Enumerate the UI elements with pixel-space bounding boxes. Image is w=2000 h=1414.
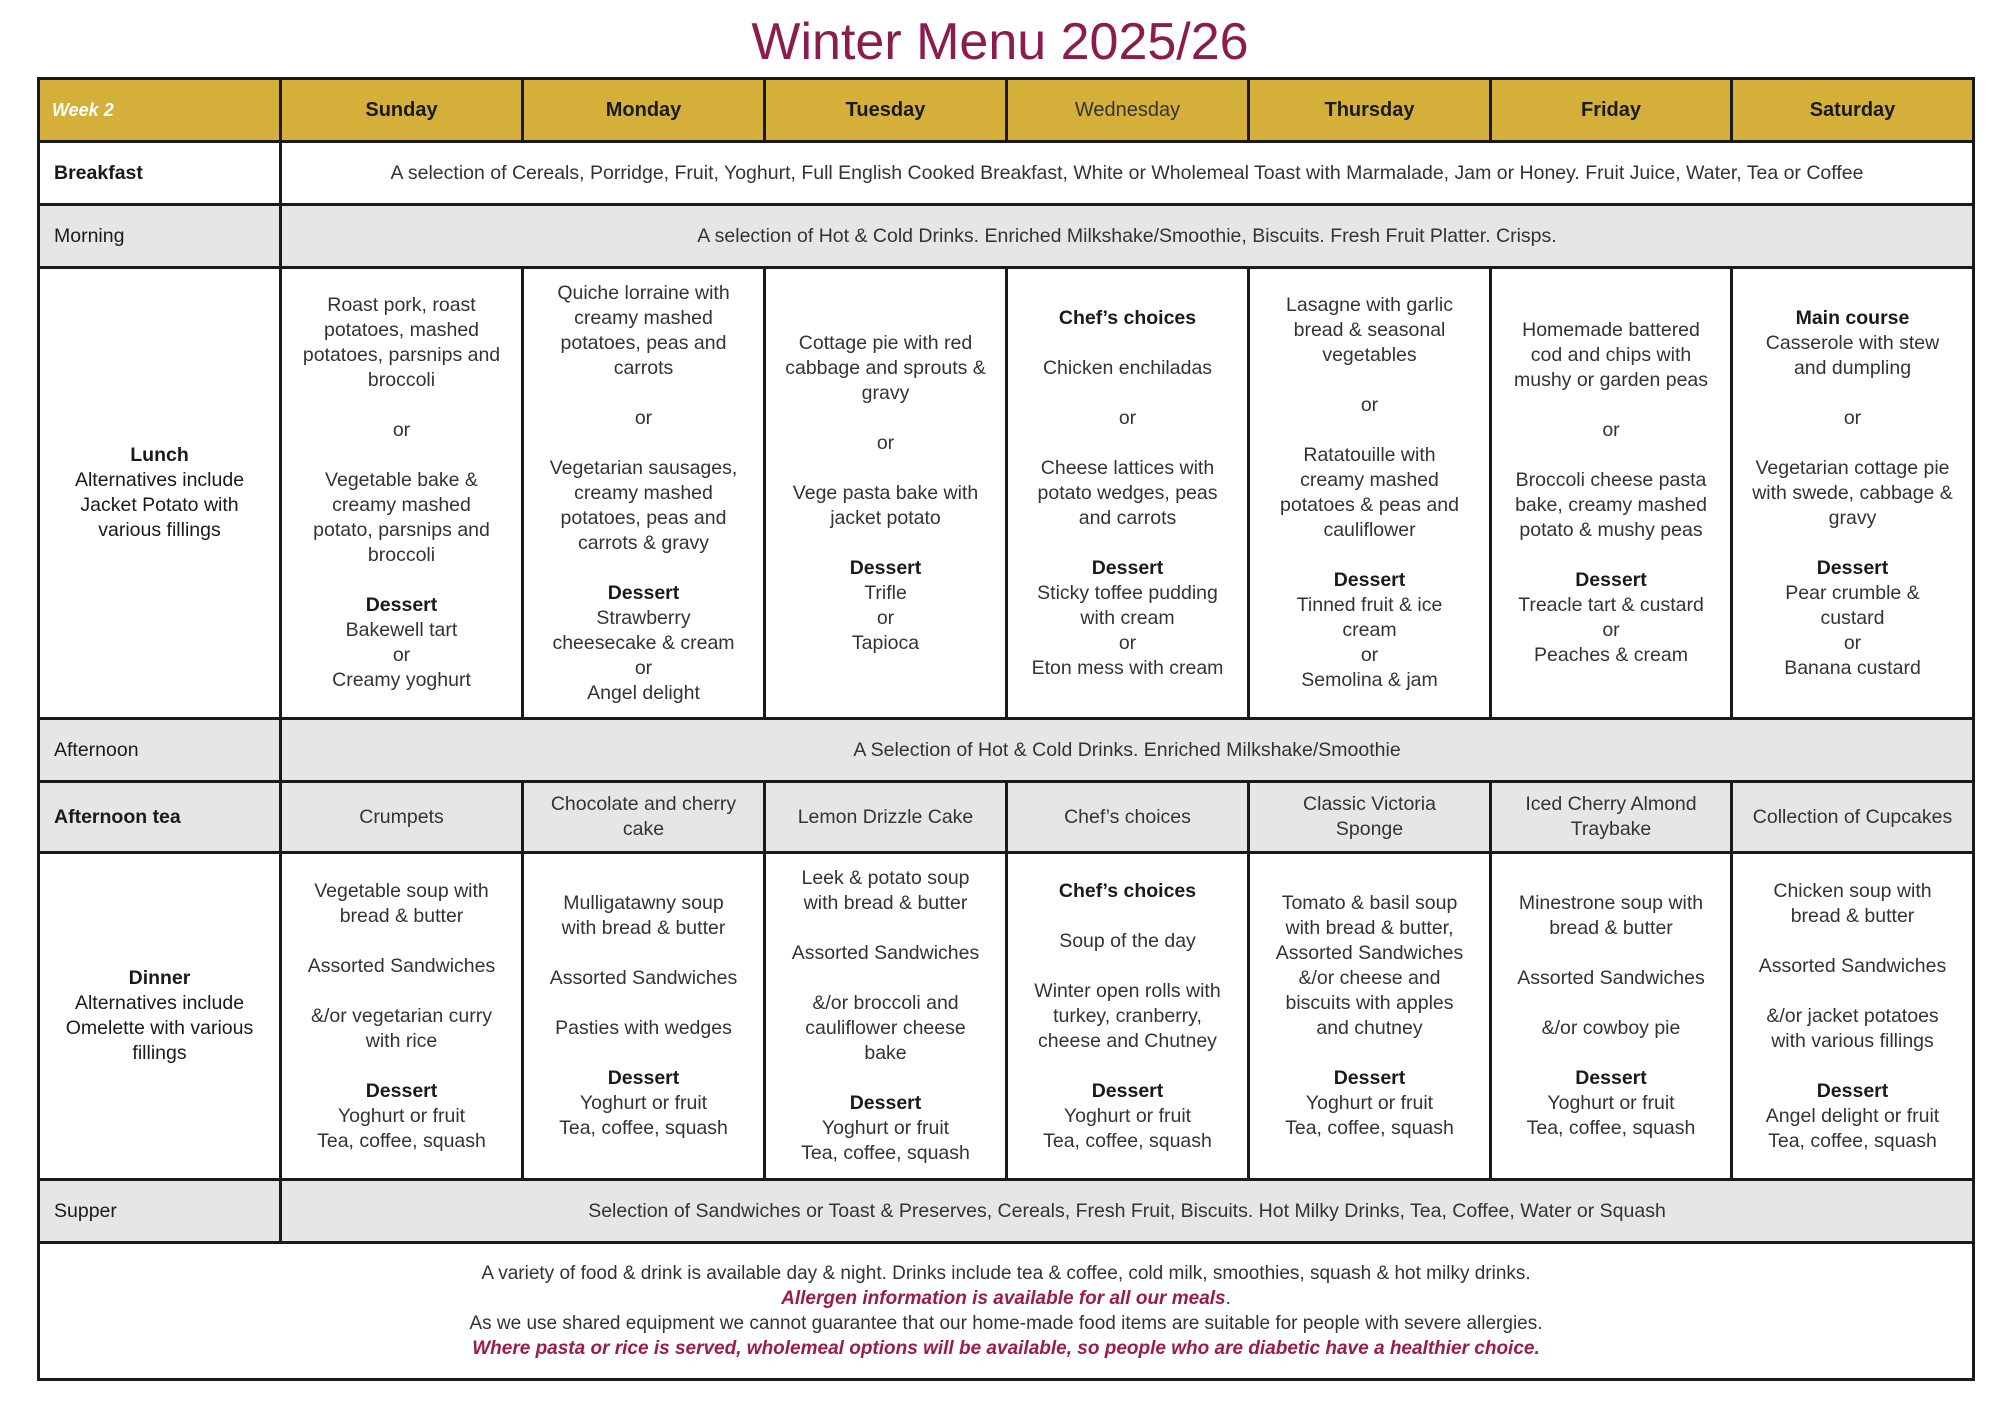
lunch-or: or <box>1602 419 1620 441</box>
dinner-dessert-line: Yoghurt or fruit <box>1547 1092 1675 1114</box>
dinner-dessert-line: Tea, coffee, squash <box>317 1129 486 1152</box>
lunch-main-line: bread & seasonal <box>1293 319 1446 341</box>
lunch-main-line: Roast pork, roast <box>327 294 476 316</box>
allergen-line <box>48 1286 1964 1311</box>
lunch-cell-wednesday <box>1007 268 1249 719</box>
dinner-extra-line: &/or jacket potatoes <box>1766 1004 1939 1027</box>
tea-cell-wednesday <box>1007 782 1249 853</box>
lunch-alt-line: with swede, cabbage & <box>1752 481 1953 504</box>
lunch-alt-line: creamy mashed <box>1300 469 1439 491</box>
dinner-soup-line: Assorted Sandwiches <box>1275 942 1464 964</box>
lunch-dessert-line: or <box>876 606 895 629</box>
lunch-dessert-line: Eton mess with cream <box>1031 656 1224 679</box>
dinner-dessert-label: Dessert <box>1333 1067 1406 1089</box>
lunch-or: or <box>634 406 653 429</box>
lunch-dessert-line: Banana custard <box>1784 656 1921 679</box>
day-header-thursday: Thursday <box>1249 79 1491 142</box>
tea-item-line: Iced Cherry Almond <box>1525 793 1697 815</box>
lunch-dessert-line: Tapioca <box>851 631 920 654</box>
lunch-dessert-line: or <box>634 656 653 679</box>
lunch-alt-line: carrots & gravy <box>577 531 710 554</box>
tea-item-line: Traybake <box>1570 818 1652 840</box>
lunch-dessert-line: Angel delight <box>587 681 700 704</box>
lunch-label-line: Alternatives include <box>74 469 245 491</box>
dinner-dessert-line: Yoghurt or fruit <box>579 1092 708 1114</box>
dinner-soup-line: Tomato & basil soup <box>1281 892 1458 914</box>
dinner-dessert-line: Tea, coffee, squash <box>1043 1129 1212 1152</box>
lunch-dessert-line: or <box>392 644 411 666</box>
lunch-cell-friday <box>1491 268 1732 719</box>
lunch-alt-line: potato, parsnips and <box>313 519 490 541</box>
tea-cell-friday <box>1491 782 1732 853</box>
lunch-alt-line: potatoes, peas and <box>560 506 727 529</box>
lunch-dessert-line: or <box>1360 644 1379 666</box>
lunch-alt-line: broccoli <box>367 544 436 566</box>
dinner-soup-line: with bread & butter <box>561 917 726 939</box>
tea-item-line: Chocolate and cherry <box>550 793 737 815</box>
dinner-dessert-line: Angel delight or fruit <box>1765 1104 1940 1127</box>
dinner-dessert-line: Tea, coffee, squash <box>801 1142 970 1164</box>
lunch-dessert-line: custard <box>1820 606 1885 629</box>
lunch-cell-saturday <box>1732 268 1974 719</box>
morning-label: Morning <box>39 205 281 268</box>
lunch-alt-line: Vegetable bake & <box>325 469 478 491</box>
lunch-alt-line: Vegetarian sausages, <box>549 456 738 479</box>
lunch-main-line: Homemade battered <box>1522 319 1700 341</box>
lunch-alt-line: and carrots <box>1078 506 1177 529</box>
lunch-dessert-label: Dessert <box>1333 569 1406 591</box>
dinner-extra-line: turkey, cranberry, <box>1053 1004 1202 1027</box>
day-header-wednesday: Wednesday <box>1007 79 1249 142</box>
dinner-sandwiches: Assorted Sandwiches <box>549 967 738 989</box>
lunch-dessert-line: cream <box>1342 619 1397 641</box>
dinner-extra-line: &/or broccoli and <box>812 992 959 1014</box>
dinner-dessert-label: Dessert <box>1575 1067 1647 1089</box>
supper-row <box>39 1180 1974 1243</box>
lunch-alt-line: Ratatouille with <box>1303 444 1436 466</box>
dinner-extra-line: cheese and Chutney <box>1038 1029 1217 1052</box>
lunch-alt-line: potatoes & peas and <box>1280 494 1459 516</box>
tea-cell-tuesday <box>765 782 1007 853</box>
dinner-cell-friday <box>1491 853 1732 1180</box>
dinner-soup-line: bread & butter <box>1790 904 1915 927</box>
lunch-alt-line: gravy <box>1828 506 1877 529</box>
lunch-heading: Main course <box>1795 306 1910 329</box>
lunch-alt-line: Vegetarian cottage pie <box>1755 456 1950 479</box>
lunch-main-line: potatoes, mashed <box>323 319 480 341</box>
lunch-main-line: broccoli <box>367 369 436 391</box>
day-header-sunday: Sunday <box>281 79 523 142</box>
dinner-soup-line: Leek & potato soup <box>801 867 970 889</box>
dinner-soup-line: biscuits with apples <box>1285 992 1454 1014</box>
afternoon-row <box>39 719 1974 782</box>
week-label: Week 2 <box>39 79 281 142</box>
tea-item-line: cake <box>622 818 665 840</box>
lunch-or: or <box>876 431 895 454</box>
allergen-period: . <box>1225 1288 1231 1309</box>
lunch-dessert-line: Creamy yoghurt <box>332 669 471 691</box>
lunch-dessert-line: Strawberry <box>596 606 691 629</box>
dinner-label-line: Alternatives include <box>74 992 245 1014</box>
lunch-alt-line: potato wedges, peas <box>1037 481 1218 504</box>
day-header-tuesday: Tuesday <box>765 79 1007 142</box>
lunch-main-line: carrots <box>613 356 674 379</box>
lunch-alt-line: Cheese lattices with <box>1040 456 1215 479</box>
dinner-soup-line: and chutney <box>1316 1017 1423 1039</box>
lunch-alt-line: creamy mashed <box>574 481 713 504</box>
lunch-or: or <box>1360 394 1379 416</box>
tea-item-line: Chef’s choices <box>1064 805 1191 828</box>
dinner-soup-line: Minestrone soup with <box>1518 892 1704 914</box>
lunch-main-line: vegetables <box>1322 344 1417 366</box>
lunch-dessert-label: Dessert <box>1091 556 1164 579</box>
lunch-main-line: Lasagne with garlic <box>1286 294 1453 316</box>
dinner-extra-line: Winter open rolls with <box>1034 979 1221 1002</box>
supper-text: Selection of Sandwiches or Toast & Preserves, Cereals, Fresh Fruit, Biscuits. Hot Milky Drinks, Tea, Coffee, Water or Squash <box>281 1180 1974 1243</box>
dinner-dessert-line: Yoghurt or fruit <box>337 1104 466 1127</box>
tea-item-line: Crumpets <box>359 805 444 828</box>
dinner-dessert-line: Tea, coffee, squash <box>559 1117 728 1139</box>
dinner-extra-line: bake <box>864 1042 907 1064</box>
dinner-sandwiches: Assorted Sandwiches <box>791 942 980 964</box>
lunch-alt-line: creamy mashed <box>332 494 471 516</box>
dinner-dessert-label: Dessert <box>365 1079 438 1102</box>
tea-cell-saturday <box>1732 782 1974 853</box>
dinner-cell-thursday <box>1249 853 1491 1180</box>
lunch-cell-monday <box>523 268 765 719</box>
lunch-main-line: cabbage and sprouts & <box>785 356 986 379</box>
dinner-soup-line: Chicken soup with <box>1773 879 1932 902</box>
tea-item-line: Lemon Drizzle Cake <box>797 805 974 828</box>
dinner-soup-line: &/or cheese and <box>1298 967 1441 989</box>
lunch-or: or <box>392 419 411 441</box>
lunch-dessert-line: cheesecake & cream <box>552 631 735 654</box>
afternoon-label: Afternoon <box>39 719 281 782</box>
lunch-heading: Chef’s choices <box>1058 306 1197 329</box>
dinner-label-title: Dinner <box>128 967 191 989</box>
lunch-main-line: Quiche lorraine with <box>557 281 730 304</box>
wholemeal-note: Where pasta or rice is served, wholemeal options will be available, so people who are diabetic have a healthier choice. <box>472 1338 1540 1359</box>
day-header-monday: Monday <box>523 79 765 142</box>
lunch-alt-line: potato & mushy peas <box>1519 519 1703 541</box>
header-row <box>39 79 1974 142</box>
lunch-dessert-line: Bakewell tart <box>345 619 458 641</box>
supper-label: Supper <box>39 1180 281 1243</box>
lunch-main-line: potatoes, peas and <box>560 331 727 354</box>
lunch-label <box>39 268 281 719</box>
dinner-dessert-line: Tea, coffee, squash <box>1768 1129 1937 1152</box>
day-header-saturday: Saturday <box>1732 79 1974 142</box>
lunch-alt-line: cauliflower <box>1323 519 1416 541</box>
page-title: Winter Menu 2025/26 <box>751 13 1249 71</box>
breakfast-row <box>39 142 1974 205</box>
dinner-label-line: fillings <box>132 1042 187 1064</box>
lunch-alt-line: jacket potato <box>830 506 941 529</box>
dinner-dessert-line: Tea, coffee, squash <box>1526 1117 1696 1139</box>
lunch-main-line: gravy <box>861 381 910 404</box>
lunch-dessert-label: Dessert <box>607 581 680 604</box>
dinner-extra-line: with rice <box>365 1029 438 1052</box>
dinner-soup-line: bread & butter <box>1549 917 1673 939</box>
lunch-cell-thursday <box>1249 268 1491 719</box>
footer-row <box>39 1243 1974 1380</box>
dinner-dessert-label: Dessert <box>1091 1079 1164 1102</box>
menu-table <box>37 77 1975 1381</box>
lunch-dessert-line: or <box>1118 631 1137 654</box>
dinner-dessert-line: Yoghurt or fruit <box>821 1117 950 1139</box>
dinner-soup-line: Vegetable soup with <box>314 879 489 902</box>
lunch-main-line: Chicken enchiladas <box>1042 356 1213 379</box>
tea-item-line: Collection of Cupcakes <box>1752 805 1953 828</box>
dinner-heading: Chef’s choices <box>1058 879 1197 902</box>
afternoon-tea-row <box>39 782 1974 853</box>
lunch-alt-line: Vege pasta bake with <box>792 481 979 504</box>
lunch-dessert-line: Peaches & cream <box>1534 644 1688 666</box>
dinner-soup-line: with bread & butter, <box>1285 917 1454 939</box>
tea-item-line: Sponge <box>1335 818 1404 840</box>
lunch-dessert-line: Semolina & jam <box>1301 669 1438 691</box>
lunch-cell-sunday <box>281 268 523 719</box>
tea-cell-monday <box>523 782 765 853</box>
dinner-dessert-label: Dessert <box>607 1067 680 1089</box>
dinner-soup-line: bread & butter <box>339 904 464 927</box>
lunch-dessert-line: Tinned fruit & ice <box>1296 594 1443 616</box>
dinner-sandwiches: Assorted Sandwiches <box>307 954 496 977</box>
dinner-cell-saturday <box>1732 853 1974 1180</box>
lunch-dessert-label: Dessert <box>1816 556 1889 579</box>
lunch-dessert-line: Treacle tart & custard <box>1518 594 1704 616</box>
dinner-sandwiches: Assorted Sandwiches <box>1517 967 1705 989</box>
lunch-main-line: Cottage pie with red <box>798 331 973 354</box>
lunch-dessert-line: with cream <box>1080 606 1175 629</box>
lunch-alt-line: Broccoli cheese pasta <box>1515 469 1707 491</box>
breakfast-text: A selection of Cereals, Porridge, Fruit, Yoghurt, Full English Cooked Breakfast, White or Wholemeal Toast with Marmalade, Jam or Honey. Fruit Juice, Water, Tea or Coffee <box>281 142 1974 205</box>
dinner-cell-sunday <box>281 853 523 1180</box>
lunch-main-line: creamy mashed <box>574 306 713 329</box>
dinner-dessert-line: Yoghurt or fruit <box>1305 1092 1434 1114</box>
tea-item-line: Classic Victoria <box>1303 793 1436 815</box>
lunch-main-line: Casserole with stew <box>1765 331 1940 354</box>
dinner-cell-wednesday <box>1007 853 1249 1180</box>
dinner-dessert-label: Dessert <box>1816 1079 1889 1102</box>
morning-row <box>39 205 1974 268</box>
day-header-friday: Friday <box>1491 79 1732 142</box>
lunch-or: or <box>1118 406 1137 429</box>
lunch-dessert-line: Trifle <box>864 581 907 604</box>
breakfast-label: Breakfast <box>39 142 281 205</box>
dinner-sandwiches: Assorted Sandwiches <box>1758 954 1947 977</box>
lunch-dessert-line: Sticky toffee pudding <box>1037 581 1218 604</box>
lunch-main-line: mushy or garden peas <box>1513 369 1709 391</box>
lunch-alt-line: bake, creamy mashed <box>1515 494 1707 516</box>
morning-text: A selection of Hot & Cold Drinks. Enriched Milkshake/Smoothie, Biscuits. Fresh Fruit Platter. Crisps. <box>281 205 1974 268</box>
dinner-soup-line: with bread & butter <box>803 892 968 914</box>
allergen-note: Allergen information is available for all our meals <box>781 1288 1226 1309</box>
lunch-dessert-label: Dessert <box>365 594 438 616</box>
lunch-dessert-line: or <box>1602 619 1620 641</box>
dinner-row <box>39 853 1974 1180</box>
lunch-dessert-label: Dessert <box>1575 569 1647 591</box>
lunch-label-line: various fillings <box>98 519 221 541</box>
dinner-extra-line: &/or vegetarian curry <box>311 1004 492 1027</box>
lunch-label-title: Lunch <box>130 444 189 466</box>
tea-cell-thursday <box>1249 782 1491 853</box>
footer-line: A variety of food & drink is available day & night. Drinks include tea & coffee, cold milk, smoothies, squash & hot milky drinks. <box>481 1263 1531 1284</box>
lunch-main-line: cod and chips with <box>1530 344 1692 366</box>
dinner-soup-line: Soup of the day <box>1059 929 1196 952</box>
afternoon-text: A Selection of Hot & Cold Drinks. Enriched Milkshake/Smoothie <box>281 719 1974 782</box>
lunch-cell-tuesday <box>765 268 1007 719</box>
dinner-extra-line: Pasties with wedges <box>555 1017 732 1039</box>
dinner-dessert-line: Yoghurt or fruit <box>1063 1104 1192 1127</box>
lunch-dessert-line: Pear crumble & <box>1785 581 1920 604</box>
tea-cell-sunday <box>281 782 523 853</box>
lunch-dessert-label: Dessert <box>849 556 922 579</box>
dinner-label <box>39 853 281 1180</box>
lunch-main-line: potatoes, parsnips and <box>302 344 501 366</box>
dinner-extra-line: &/or cowboy pie <box>1541 1017 1681 1039</box>
dinner-cell-tuesday <box>765 853 1007 1180</box>
dinner-cell-monday <box>523 853 765 1180</box>
dinner-dessert-label: Dessert <box>849 1092 922 1114</box>
lunch-dessert-line: or <box>1843 631 1862 654</box>
lunch-or: or <box>1843 406 1862 429</box>
dinner-label-line: Omelette with various <box>65 1017 254 1039</box>
dinner-extra-line: with various fillings <box>1771 1029 1934 1052</box>
dinner-soup-line: Mulligatawny soup <box>563 892 724 914</box>
footer-notes <box>39 1243 1974 1380</box>
lunch-main-line: and dumpling <box>1793 356 1912 379</box>
dinner-extra-line: cauliflower cheese <box>805 1017 966 1039</box>
lunch-row <box>39 268 1974 719</box>
lunch-label-line: Jacket Potato with <box>80 494 239 516</box>
dinner-dessert-line: Tea, coffee, squash <box>1285 1117 1454 1139</box>
footer-line: As we use shared equipment we cannot guarantee that our home-made food items are suitable for people with severe allergies. <box>469 1313 1543 1334</box>
afternoon-tea-label: Afternoon tea <box>39 782 281 853</box>
